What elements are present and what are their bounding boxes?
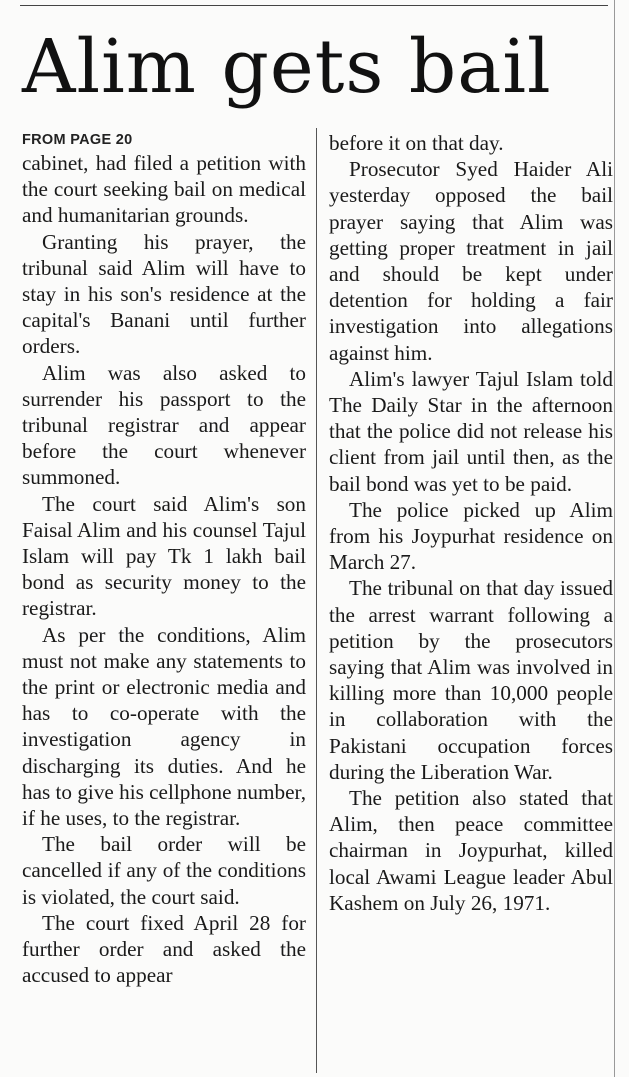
paragraph-right-6: The petition also stated that Alim, then peace committee chairman in Joypurhat, killed local Awami League leader Abul Kashem on July 26, 1971. (329, 786, 613, 915)
right-edge-rule (614, 0, 615, 1077)
continuation-kicker: FROM PAGE 20 (22, 132, 133, 148)
paragraph-right-2: Prosecutor Syed Haider Ali yesterday opposed the bail prayer saying that Alim was getting proper treatment in jail and should be kept under detention for holding a fair investigation into allegations against him. (329, 157, 613, 365)
paragraph-left-5: As per the conditions, Alim must not make any statements to the print or electronic media and has to co-operate with the investigation agency in discharging its duties. And he has to give his cellphone number, if he uses, to the registrar. (22, 622, 306, 831)
paragraph-left-1: cabinet, had filed a petition with the court seeking bail on medical and humanitarian grounds. (22, 151, 306, 228)
paragraph-right-4: The police picked up Alim from his Joypurhat residence on March 27. (329, 497, 613, 575)
paragraph-right-3: Alim's lawyer Tajul Islam told The Daily Star in the afternoon that the police did not release his client from jail until then, as the bail bond was yet to be paid. (329, 366, 613, 496)
top-rule (20, 5, 608, 6)
paragraph-right-5: The tribunal on that day issued the arrest warrant following a petition by the prosecutors saying that Alim was involved in killing more than 10,000 people in collaboration with the Pakistani occupation forces during the Liberation War. (329, 576, 613, 784)
headline: Alim gets bail (22, 24, 552, 110)
paragraph-left-7: The court fixed April 28 for further order and asked the accused to appear (22, 910, 306, 988)
column-divider (316, 128, 317, 1073)
article-column-left (22, 130, 306, 989)
paragraph-right-1: before it on that day. (329, 131, 504, 155)
paragraph-left-2: Granting his prayer, the tribunal said Alim will have to stay in his son's residence at the capital's Banani until further orders. (22, 229, 306, 359)
paragraph-left-3: Alim was also asked to surrender his passport to the tribunal registrar and appear before the court whenever summoned. (22, 360, 306, 490)
paragraph-left-6: The bail order will be cancelled if any of the conditions is violated, the court said. (22, 832, 306, 909)
paragraph-left-4: The court said Alim's son Faisal Alim and his counsel Tajul Islam will pay Tk 1 lakh bail bond as security money to the registrar. (22, 491, 306, 621)
article-column-right (329, 130, 613, 916)
